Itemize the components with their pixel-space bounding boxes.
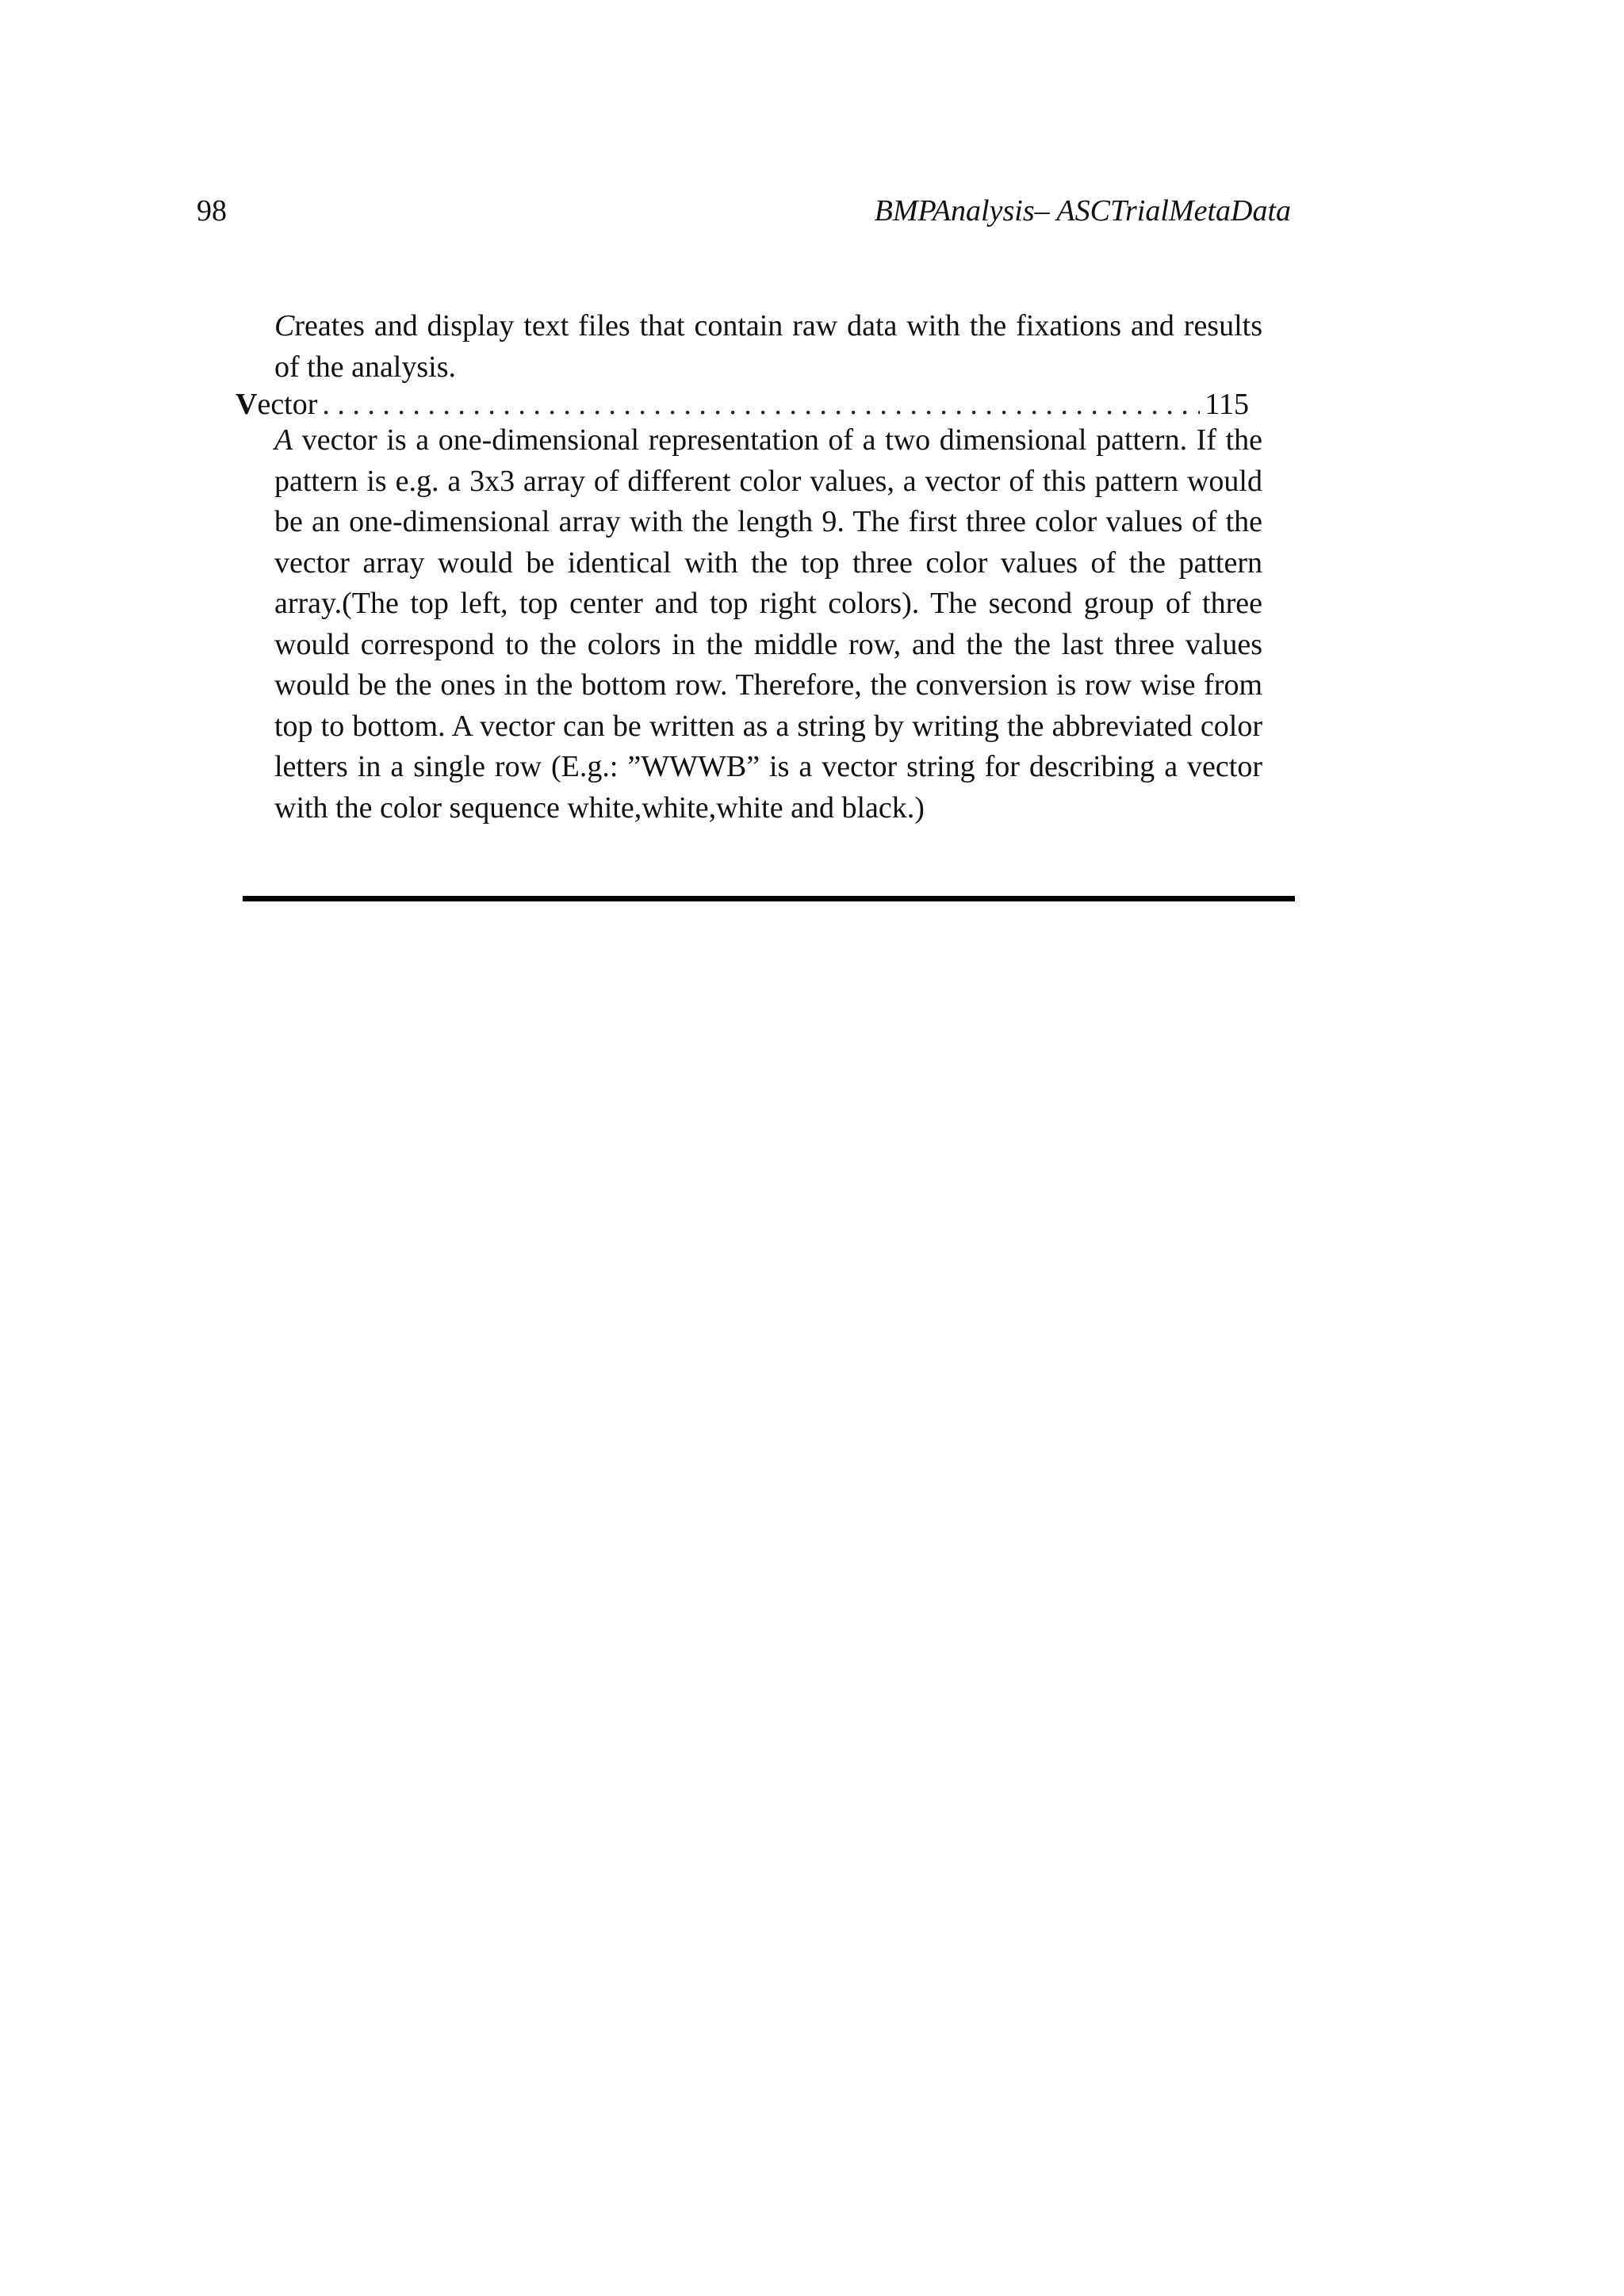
page-number: 98 <box>197 194 227 228</box>
entry-description-vector <box>274 420 1262 828</box>
description-initial: C <box>274 309 295 342</box>
description-initial: A <box>274 423 293 457</box>
dot-leader <box>322 386 1200 423</box>
index-term <box>236 386 317 423</box>
description-text: vector is a one-dimensional representation of a two dimensional pattern. If the pattern is e.g. a 3x3 array of different color values, a vector of this pattern would be an one-dimensional array with the length 9. The first three color values of the vector array would be identical with the top three color values of the pattern array.(The top left, top center and top right colors). The second group of three would correspond to the colors in the middle row, and the the last three values would be the ones in the bottom row. Therefore, the conversion is row wise from top to bottom. A vector can be written as a string by writing the abbreviated color letters in a single row (E.g.: ”WWWB” is a vector string for describing a vector with the color sequence white,white,white and black.) <box>274 423 1262 825</box>
index-page-number: 115 <box>1205 388 1249 421</box>
description-text: reates and display text files that contain raw data with the fixations and results of the analysis. <box>274 309 1262 384</box>
index-term-rest: ector <box>257 388 318 421</box>
section-end-rule <box>243 896 1295 901</box>
running-title: BMPAnalysis– ASCTrialMetaData <box>874 194 1291 228</box>
index-entry-vector <box>236 386 1249 423</box>
index-term-initial: V <box>236 388 258 421</box>
entry-description-previous <box>274 306 1262 388</box>
